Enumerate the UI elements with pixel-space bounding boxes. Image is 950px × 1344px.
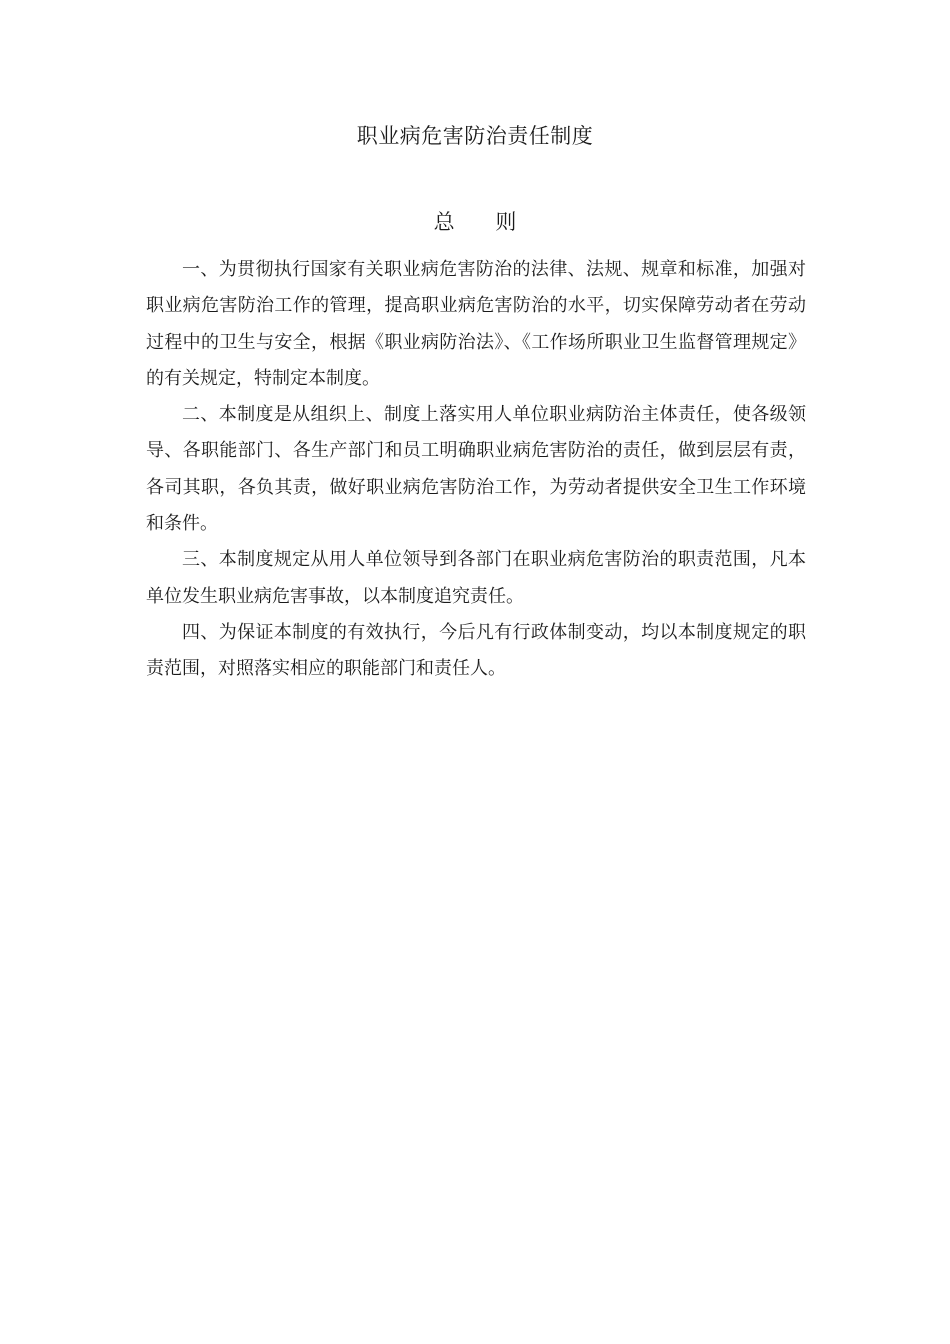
section-heading: 总 则 (433, 210, 517, 234)
document-title: 职业病危害防治责任制度 (356, 124, 594, 148)
paragraph-3: 三、本制度规定从用人单位领导到各部门在职业病危害防治的职责范围，凡本单位发生职业病危害事故，以本制度追究责任。 (146, 549, 806, 607)
document-body (146, 252, 806, 688)
paragraph-4: 四、为保证本制度的有效执行，今后凡有行政体制变动，均以本制度规定的职责范围，对照落实相应的职能部门和责任人。 (146, 621, 806, 680)
paragraph-2: 二、本制度是从组织上、制度上落实用人单位职业病防治主体责任，使各级领导、各职能部门、各生产部门和员工明确职业病危害防治的责任，做到层层有责，各司其职，各负其责，做好职业病危害防治工作，为劳动者提供安全卫生工作环境和条件。 (146, 404, 806, 535)
paragraph-1: 一、为贯彻执行国家有关职业病危害防治的法律、法规、规章和标准，加强对职业病危害防治工作的管理，提高职业病危害防治的水平，切实保障劳动者在劳动过程中的卫生与安全，根据《职业病防治法》、《工作场所职业卫生监督管理规定》的有关规定，特制定本制度。 (146, 259, 806, 389)
